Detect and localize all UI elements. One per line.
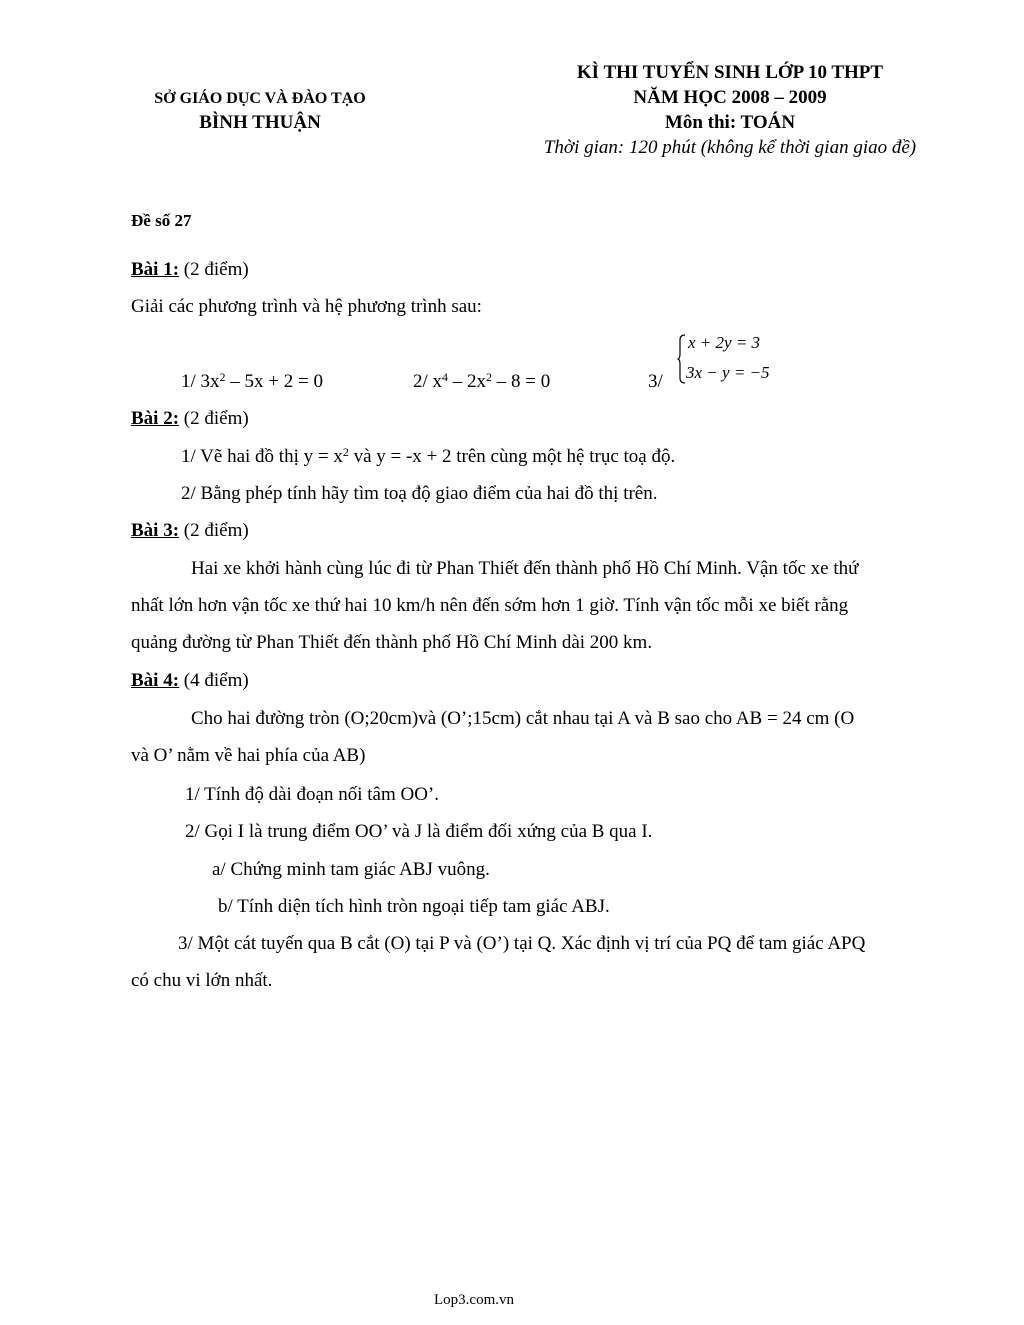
bai4-question-2: 2/ Gọi I là trung điểm OO’ và J là điểm đối xứng của B qua I. [185,821,653,842]
time-note: Thời gian: 120 phút (không kể thời gian giao đề) [543,137,917,158]
system-line-2: 3x − y = −5 [686,363,770,382]
province-name: BÌNH THUẬN [199,112,321,133]
bai4-question-2a: a/ Chứng minh tam giác ABJ vuông. [212,859,490,880]
bai4-label: Bài 4: [131,670,180,691]
bai3-line-3: quảng đường từ Phan Thiết đến thành phố Hồ Chí Minh dài 200 km. [131,632,653,653]
bai3-heading [131,520,249,542]
exam-title: KÌ THI TUYỂN SINH LỚP 10 THPT [576,62,884,83]
bai4-line-1: Cho hai đường tròn (O;20cm)và (O’;15cm) cắt nhau tại A và B sao cho AB = 24 cm (O [191,708,855,729]
bai3-label: Bài 3: [131,520,180,541]
footer-source: Lop3.com.vn [434,1292,514,1308]
system-brace-icon [677,334,686,384]
bai3-line-2: nhất lớn hơn vận tốc xe thứ hai 10 km/h nên đến sớm hơn 1 giờ. Tính vận tốc mỗi xe biết rằng [131,595,849,616]
eq2-exponent-2: 2 [486,370,493,384]
bai4-line-2: và O’ nằm về hai phía của AB) [131,745,366,766]
eq1-rest: – 5x + 2 = 0 [225,371,323,392]
bai4-heading [131,670,249,692]
bai1-instruction: Giải các phương trình và hệ phương trình sau: [131,296,482,317]
eq2-prefix: 2/ x [413,371,443,392]
bai2-item-1 [181,446,675,468]
eq1-prefix: 1/ 3x [181,371,220,392]
bai1-equation-3-label: 3/ [648,371,663,392]
bai1-equation-2 [413,371,550,393]
bai1-label: Bài 1: [131,259,180,280]
bai4-question-1: 1/ Tính độ dài đoạn nối tâm OO’. [185,784,440,805]
system-line-1: x + 2y = 3 [688,333,761,352]
eq2-mid: – 2x [448,371,487,392]
bai1-equation-1 [181,371,323,393]
eq1-exponent: 2 [219,370,226,384]
subject: Môn thi: TOÁN [664,112,796,133]
bai4-question-3-line-1: 3/ Một cát tuyến qua B cắt (O) tại P và (O’) tại Q. Xác định vị trí của PQ để tam giác APQ [178,933,866,954]
bai3-line-1: Hai xe khởi hành cùng lúc đi từ Phan Thiết đến thành phố Hồ Chí Minh. Vận tốc xe thứ [191,558,859,579]
bai2-points: (2 điểm) [179,408,249,429]
bai2-heading [131,408,249,430]
eq2-rest: – 8 = 0 [492,371,551,392]
bai2-item1-exponent: 2 [342,445,349,459]
bai1-points: (2 điểm) [179,259,249,280]
bai1-heading [131,259,249,281]
bai2-item-2: 2/ Bằng phép tính hãy tìm toạ độ giao điểm của hai đồ thị trên. [181,483,658,504]
exam-number: Đề số 27 [131,211,192,230]
eq2-exponent-1: 4 [442,370,449,384]
bai4-points: (4 điểm) [179,670,249,691]
bai4-question-2b: b/ Tính diện tích hình tròn ngoại tiếp tam giác ABJ. [218,896,610,917]
school-year: NĂM HỌC 2008 – 2009 [633,87,827,108]
bai2-item1-rest: và y = -x + 2 trên cùng một hệ trục toạ độ. [348,446,676,467]
bai2-item1-prefix: 1/ Vẽ hai đồ thị y = x [181,446,343,467]
bai3-points: (2 điểm) [179,520,249,541]
bai2-label: Bài 2: [131,408,180,429]
bai4-question-3-line-2: có chu vi lớn nhất. [131,970,273,991]
department-name: SỞ GIÁO DỤC VÀ ĐÀO TẠO [154,90,366,107]
